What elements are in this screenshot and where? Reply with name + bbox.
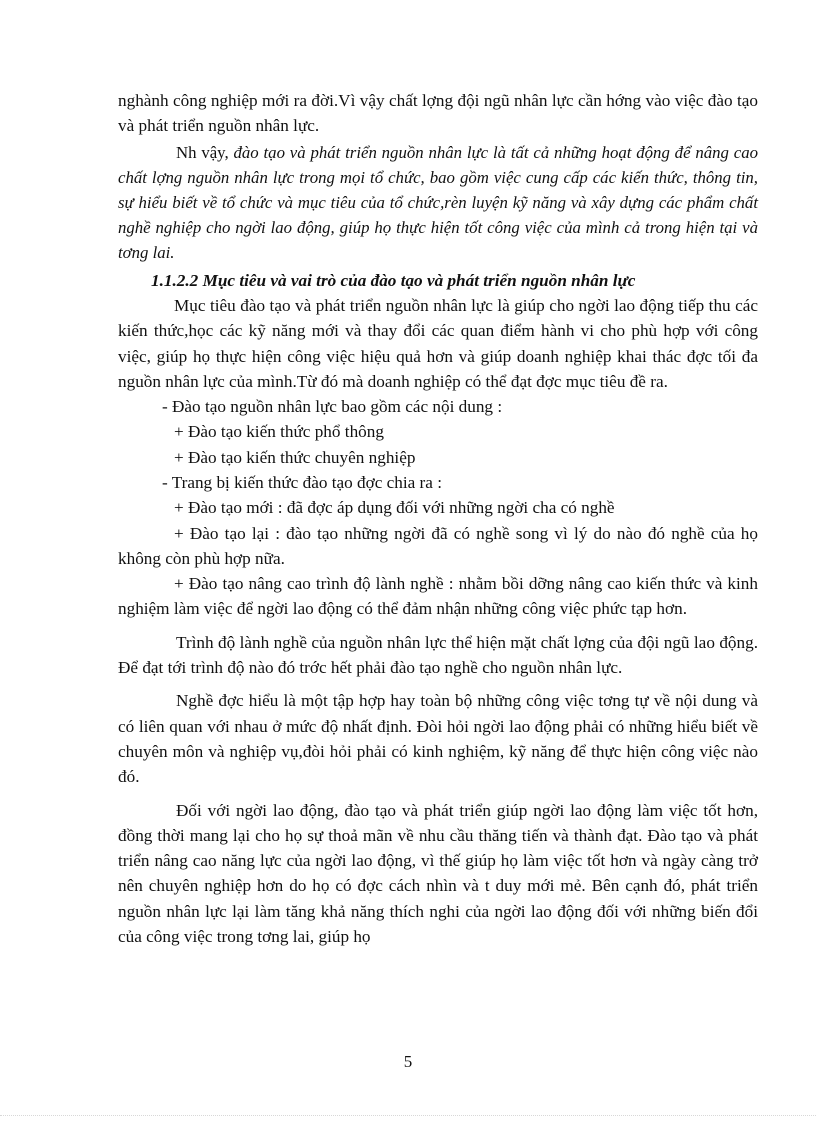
definition-paragraph — [118, 140, 758, 266]
list-item-dash: - Trang bị kiến thức đào tạo đợc chia ra : — [162, 472, 442, 492]
definition-lead: Nh vậy, — [176, 142, 234, 162]
section-heading: 1.1.2.2 Mục tiêu và vai trò của đào tạo và phát triển nguồn nhân lực — [151, 270, 636, 290]
page-bottom-divider — [0, 1115, 816, 1116]
list-item-plus-wrap: + Đào tạo lại : đào tạo những ngời đã có nghề song vì lý do nào đó nghề của họ không còn phù hợp nữa. — [118, 523, 758, 568]
paragraph-profession: Nghề đợc hiểu là một tập hợp hay toàn bộ những công việc tơng tự về nội dung và có liên quan với nhau ở mức độ nhất định. Đòi hỏi ngời lao động phải có những hiểu biết về chuyên môn và nghiệp vụ,đòi hỏi phải có kinh nghiệm, kỹ năng để thực hiện công việc nào đó. — [118, 691, 758, 787]
paragraph-skill-level: Trình độ lành nghề của nguồn nhân lực thể hiện mặt chất lợng của đội ngũ lao động. Để đạt tới trình độ nào đó trớc hết phải đào tạo nghề cho nguồn nhân lực. — [118, 632, 758, 678]
paragraph-workers: Đối với ngời lao động, đào tạo và phát triển giúp ngời lao động làm việc tốt hơn, đồng thời mang lại cho họ sự thoả mãn về nhu cầu thăng tiến và thành đạt. Đào tạo và phát triển nâng cao năng lực của ngời lao động, vì thế giúp họ làm việc tốt hơn và ngày càng trở nên chuyên nghiệp hơn do họ có đợc cách nhìn và t duy mới mẻ. Bên cạnh đó, phát triển nguồn nhân lực lại làm tăng khả năng thích nghi của ngời lao động đối với những biến đổi của công việc trong tơng lai, giúp họ — [118, 800, 758, 947]
list-item-plus: + Đào tạo kiến thức phổ thông — [174, 422, 384, 442]
definition-text: đào tạo và phát triển nguồn nhân lực là tất cả những hoạt động để nâng cao chất lợng nguồn nhân lực trong mọi tổ chức, bao gồm việc cung cấp các kiến thức, thông tin, sự hiểu biết về tổ chức và mục tiêu của tổ chức,rèn luyện kỹ năng và xây dựng các phẩm chất nghề nghiệp cho ngời lao động, giúp họ thực hiện tốt công việc của mình cả trong hiện tại và tơng lai. — [118, 142, 758, 263]
page-number: 5 — [403, 1052, 413, 1071]
paragraph-objectives: Mục tiêu đào tạo và phát triển nguồn nhân lực là giúp cho ngời lao động tiếp thu các kiến thức,học các kỹ năng mới và thay đổi các quan điểm hành vi cho phù hợp với công việc, giúp họ thực hiện công việc hiệu quả hơn và giúp doanh nghiệp khai thác đợc tối đa nguồn nhân lực của mình.Từ đó mà doanh nghiệp có thể đạt đợc mục tiêu đề ra. — [118, 295, 758, 391]
list-item-plus-wrap: + Đào tạo nâng cao trình độ lành nghề : nhằm bồi dỡng nâng cao kiến thức và kinh nghiệm làm việc để ngời lao động có thể đảm nhận những công việc phức tạp hơn. — [118, 574, 758, 619]
list-item-plus: + Đào tạo mới : đã đợc áp dụng đối với những ngời cha có nghề — [174, 498, 615, 518]
list-item-plus: + Đào tạo kiến thức chuyên nghiệp — [174, 447, 416, 467]
page-body — [118, 88, 758, 949]
list-item-dash: - Đào tạo nguồn nhân lực bao gồm các nội dung : — [162, 397, 503, 417]
paragraph-intro: nghành công nghiệp mới ra đời.Vì vậy chất lợng đội ngũ nhân lực cần hớng vào việc đào tạo và phát triển nguồn nhân lực. — [118, 91, 758, 136]
